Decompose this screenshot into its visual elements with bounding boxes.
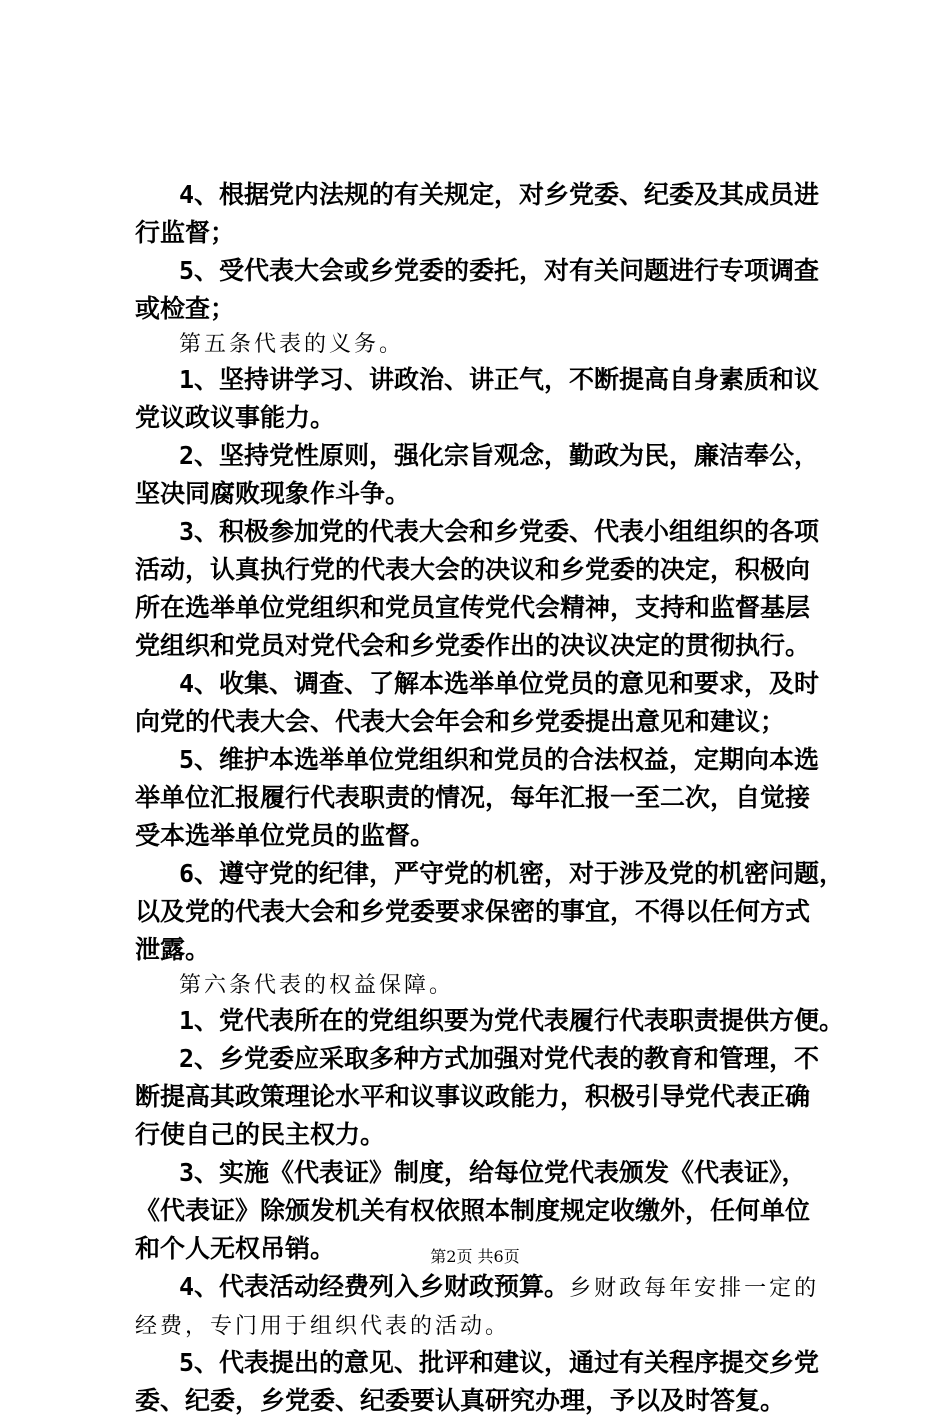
text-line-main: 或检查； bbox=[135, 294, 236, 323]
text-line bbox=[135, 361, 840, 399]
text-line-main: 2、乡党委应采取多种方式加强对党代表的教育和管理，不 bbox=[179, 1044, 820, 1073]
text-line bbox=[135, 1154, 840, 1192]
text-line-main: 受本选举单位党员的监督。 bbox=[135, 821, 436, 850]
text-line-main: 所在选举单位党组织和党员宣传党代会精神，支持和监督基层 bbox=[135, 593, 811, 622]
text-line-main: 委、纪委，乡党委、纪委要认真研究办理，予以及时答复。 bbox=[135, 1386, 786, 1415]
document-body bbox=[135, 176, 845, 1420]
text-line-main: 和个人无权吊销。 bbox=[135, 1234, 336, 1263]
text-line bbox=[135, 437, 840, 475]
text-line-main: 3、积极参加党的代表大会和乡党委、代表小组组织的各项 bbox=[179, 517, 820, 546]
text-line bbox=[135, 551, 840, 589]
text-line bbox=[135, 1268, 840, 1306]
text-line bbox=[135, 1116, 840, 1154]
text-line-main: 6、遵守党的纪律，严守党的机密，对于涉及党的机密问题， bbox=[179, 859, 845, 888]
text-line-main: 向党的代表大会、代表大会年会和乡党委提出意见和建议； bbox=[135, 707, 786, 736]
text-line-main: 《代表证》除颁发机关有权依照本制度规定收缴外，任何单位 bbox=[135, 1196, 811, 1225]
text-line bbox=[135, 931, 840, 969]
text-line bbox=[135, 627, 840, 665]
text-line-tail: 乡财政每年安排一定的 bbox=[569, 1276, 820, 1301]
text-line bbox=[135, 1306, 840, 1344]
text-line-main: 断提高其政策理论水平和议事议政能力，积极引导党代表正确 bbox=[135, 1082, 811, 1111]
text-line-main: 坚决同腐败现象作斗争。 bbox=[135, 479, 411, 508]
text-line-main: 以及党的代表大会和乡党委要求保密的事宜，不得以任何方式 bbox=[135, 897, 811, 926]
text-line-main: 4、根据党内法规的有关规定，对乡党委、纪委及其成员进 bbox=[179, 180, 820, 209]
text-line bbox=[135, 703, 840, 741]
text-line bbox=[135, 176, 840, 214]
page-footer: 第2页 共6页 bbox=[430, 1247, 520, 1266]
text-line-main: 2、坚持党性原则，强化宗旨观念，勤政为民，廉洁奉公， bbox=[179, 441, 820, 470]
text-line-main: 1、坚持讲学习、讲政治、讲正气，不断提高自身素质和议 bbox=[179, 365, 820, 394]
text-line-main: 活动，认真执行党的代表大会的决议和乡党委的决定，积极向 bbox=[135, 555, 811, 584]
text-line bbox=[135, 290, 840, 328]
text-line bbox=[135, 513, 840, 551]
text-line-main: 党议政议事能力。 bbox=[135, 403, 336, 432]
text-line bbox=[135, 1382, 840, 1420]
text-line bbox=[135, 1192, 840, 1230]
text-line-main: 5、代表提出的意见、批评和建议，通过有关程序提交乡党 bbox=[179, 1348, 820, 1377]
text-line-main: 4、代表活动经费列入乡财政预算。 bbox=[179, 1272, 570, 1301]
text-line-main: 3、实施《代表证》制度，给每位党代表颁发《代表证》， bbox=[179, 1158, 807, 1187]
text-line-main: 泄露。 bbox=[135, 935, 211, 964]
text-line-main: 行监督； bbox=[135, 218, 236, 247]
text-line bbox=[135, 817, 840, 855]
text-line-main: 第六条代表的权益保障。 bbox=[179, 973, 455, 998]
section-heading bbox=[135, 328, 840, 361]
text-line-main: 举单位汇报履行代表职责的情况，每年汇报一至二次，自觉接 bbox=[135, 783, 811, 812]
text-line bbox=[135, 741, 840, 779]
text-line bbox=[135, 252, 840, 290]
section-heading bbox=[135, 969, 840, 1002]
text-line bbox=[135, 665, 840, 703]
text-line-main: 1、党代表所在的党组织要为党代表履行代表职责提供方便。 bbox=[179, 1006, 845, 1035]
text-line bbox=[135, 779, 840, 817]
text-line bbox=[135, 1002, 845, 1040]
text-line-main: 5、维护本选举单位党组织和党员的合法权益，定期向本选 bbox=[179, 745, 820, 774]
text-line-main: 党组织和党员对党代会和乡党委作出的决议决定的贯彻执行。 bbox=[135, 631, 811, 660]
text-line-main: 4、收集、调查、了解本选举单位党员的意见和要求，及时 bbox=[179, 669, 820, 698]
text-line bbox=[135, 1040, 840, 1078]
text-line-main: 5、受代表大会或乡党委的委托，对有关问题进行专项调查 bbox=[179, 256, 820, 285]
text-line bbox=[135, 893, 840, 931]
text-line-main: 第五条代表的义务。 bbox=[179, 332, 405, 357]
text-line-main: 行使自己的民主权力。 bbox=[135, 1120, 386, 1149]
text-line bbox=[135, 855, 845, 893]
text-line bbox=[135, 475, 840, 513]
text-line-tail: 经费，专门用于组织代表的活动。 bbox=[135, 1314, 511, 1339]
text-line bbox=[135, 589, 840, 627]
text-line bbox=[135, 214, 840, 252]
text-line bbox=[135, 1078, 840, 1116]
text-line bbox=[135, 1344, 840, 1382]
text-line bbox=[135, 399, 840, 437]
